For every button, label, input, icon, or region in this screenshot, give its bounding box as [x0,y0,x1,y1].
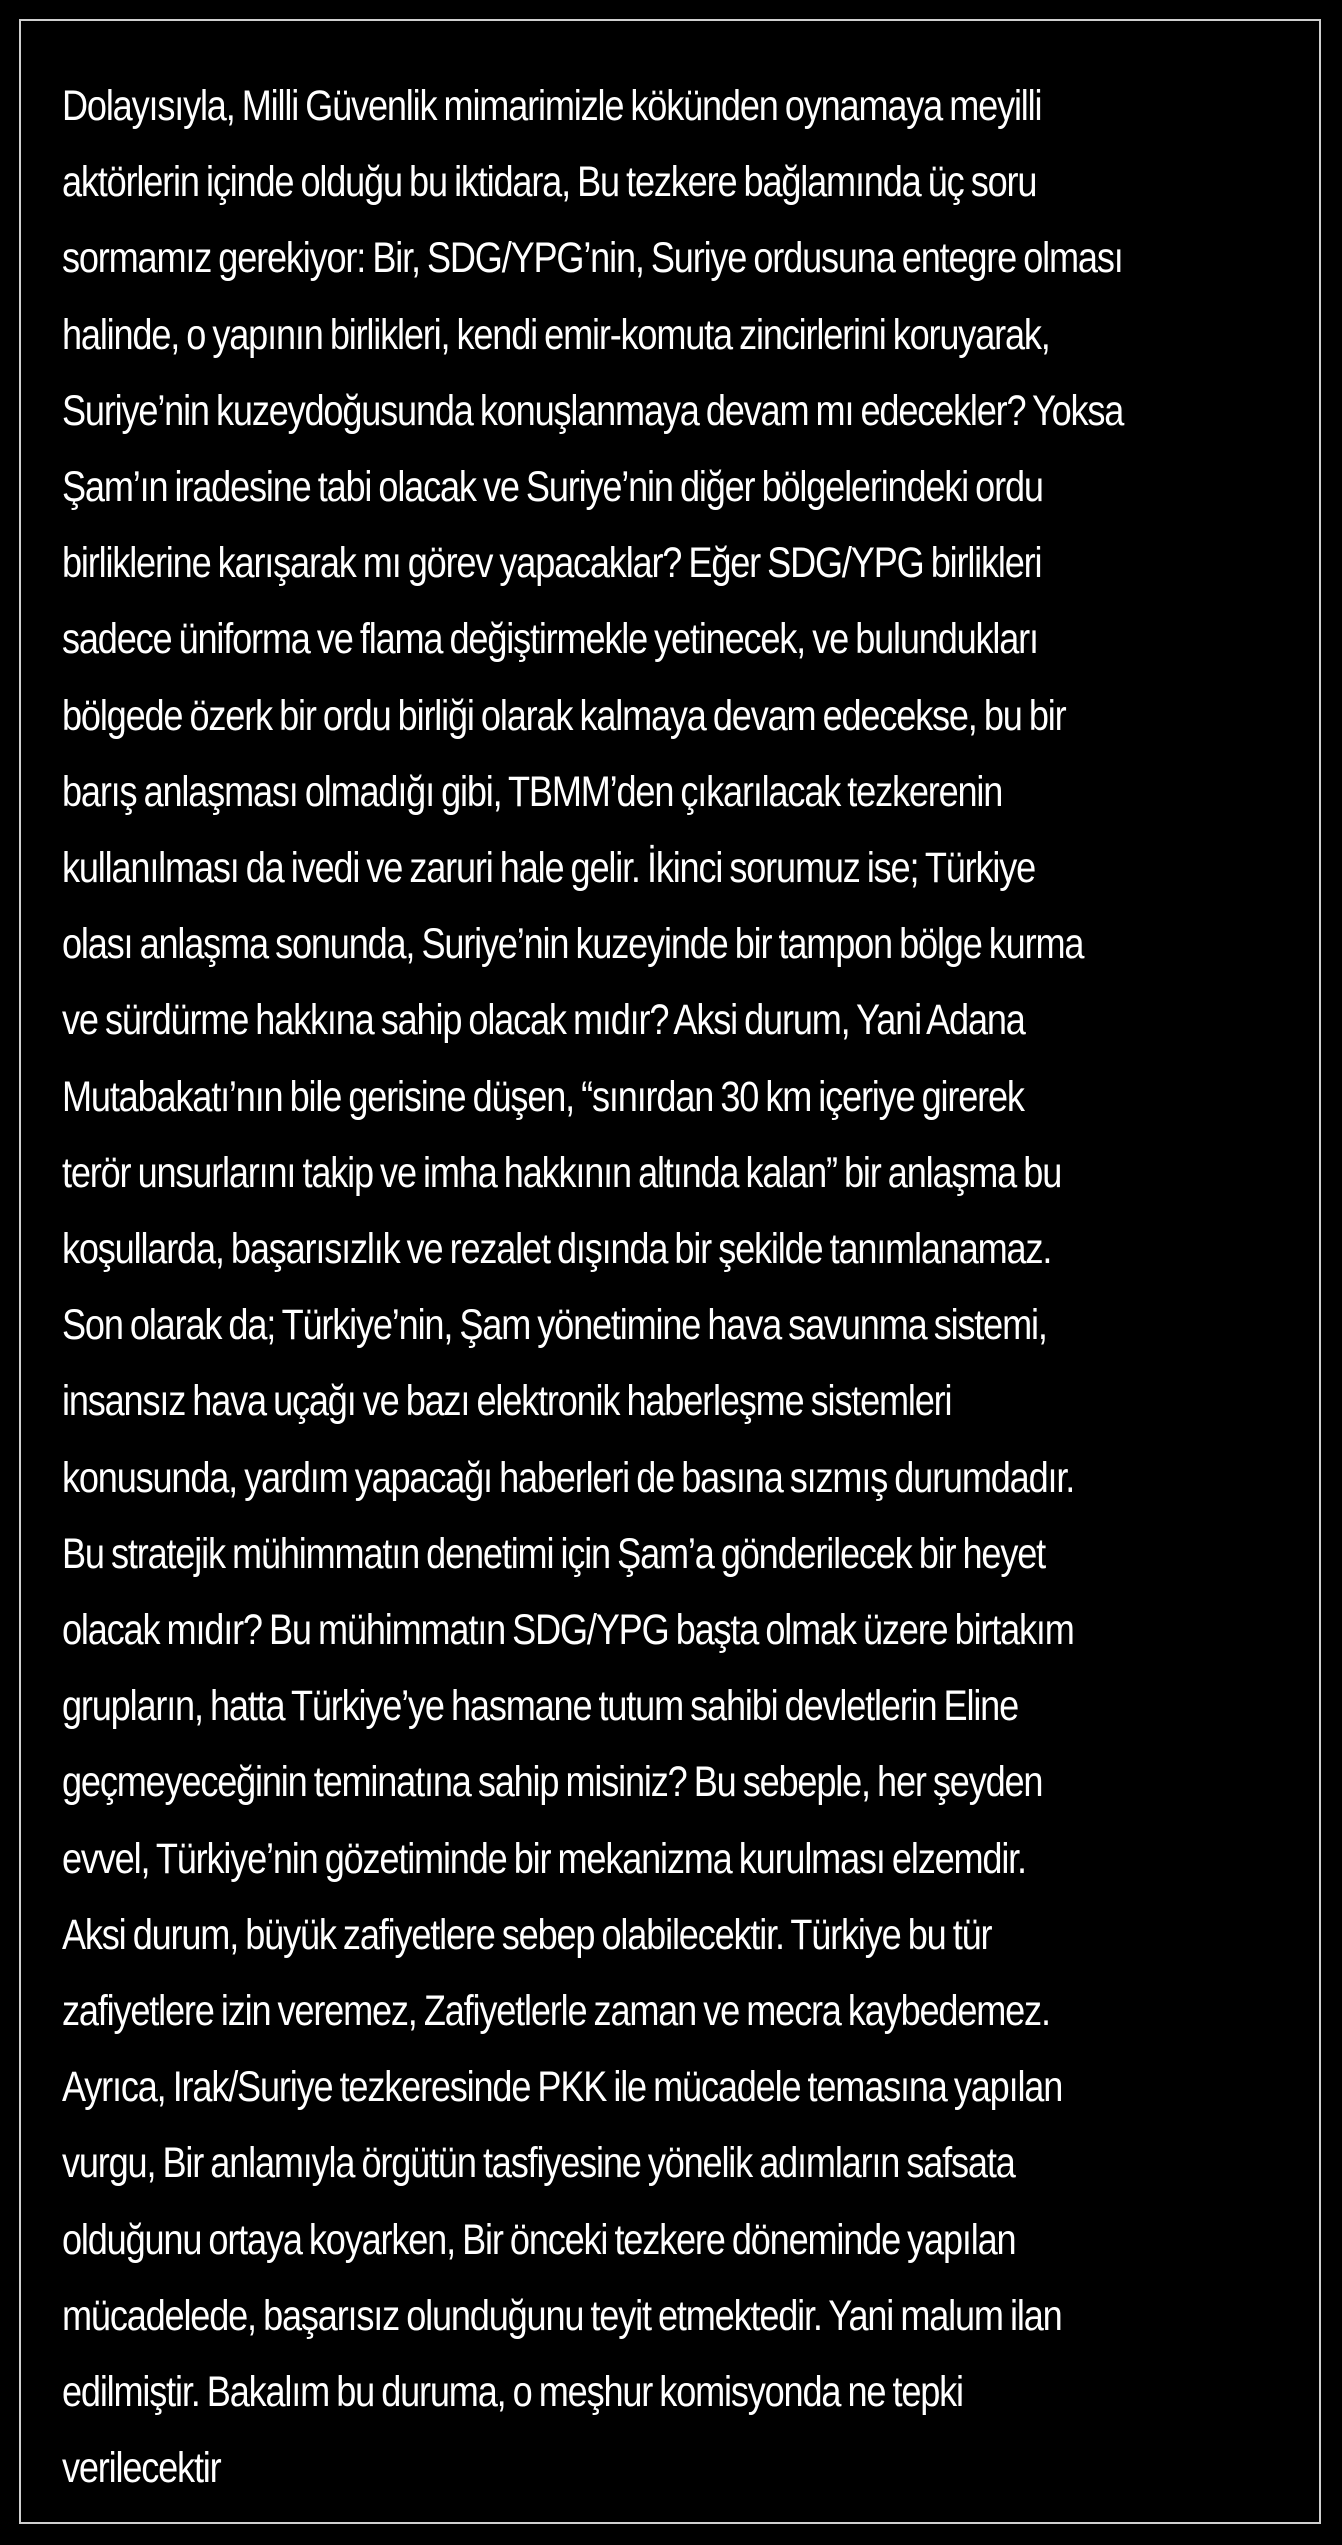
text-line: geçmeyeceğinin teminatına sahip misiniz? Bu sebeple, her şeyden [62,1758,1043,1807]
text-line: birliklerine karışarak mı görev yapacaklar? Eğer SDG/YPG birlikleri [62,539,1042,588]
text-line: ve sürdürme hakkına sahip olacak mıdır? Aksi durum, Yani Adana [62,996,1025,1045]
text-line: sormamız gerekiyor: Bir, SDG/YPG’nin, Suriye ordusuna entegre olması [62,234,1123,283]
text-line: Ayrıca, Irak/Suriye tezkeresinde PKK ile mücadele temasına yapılan [62,2063,1063,2112]
text-line: terör unsurlarını takip ve imha hakkının altında kalan” bir anlaşma bu [62,1148,1062,1197]
text-line: olacak mıdır? Bu mühimmatın SDG/YPG başta olmak üzere birtakım [62,1606,1074,1655]
text-line: verilecektir [62,2444,221,2493]
text-line: zafiyetlere izin veremez, Zafiyetlerle zaman ve mecra kaybedemez. [62,1987,1050,2036]
text-line: mücadelede, başarısız olunduğunu teyit etmektedir. Yani malum ilan [62,2291,1062,2340]
text-line: konusunda, yardım yapacağı haberleri de basına sızmış durumdadır. [62,1453,1075,1502]
text-line: kullanılması da ivedi ve zaruri hale gelir. İkinci sorumuz ise; Türkiye [62,844,1036,893]
text-line: Aksi durum, büyük zafiyetlere sebep olabilecektir. Türkiye bu tür [62,1910,992,1959]
statement-paragraph [62,68,1124,2507]
text-line: Dolayısıyla, Milli Güvenlik mimarimizle kökünden oynamaya meyilli [62,82,1042,130]
text-line: sadece üniforma ve flama değiştirmekle yetinecek, ve bulundukları [62,615,1038,664]
text-line: vurgu, Bir anlamıyla örgütün tasfiyesine yönelik adımların safsata [62,2139,1015,2188]
text-line: Şam’ın iradesine tabi olacak ve Suriye’nin diğer bölgelerindeki ordu [62,463,1043,512]
text-line: evvel, Türkiye’nin gözetiminde bir mekanizma kurulması elzemdir. [62,1834,1026,1883]
text-line: koşullarda, başarısızlık ve rezalet dışında bir şekilde tanımlanamaz. [62,1225,1052,1274]
text-line: Mutabakatı’nın bile gerisine düşen, “sınırdan 30 km içeriye girerek [62,1072,1024,1121]
text-line: bölgede özerk bir ordu birliği olarak kalmaya devam edecekse, bu bir [62,691,1066,740]
text-line: insansız hava uçağı ve bazı elektronik haberleşme sistemleri [62,1377,952,1426]
text-line: Bu stratejik mühimmatın denetimi için Şam’a gönderilecek bir heyet [62,1529,1045,1578]
text-line: Suriye’nin kuzeydoğusunda konuşlanmaya devam mı edecekler? Yoksa [62,386,1124,435]
text-line: grupların, hatta Türkiye’ye hasmane tutum sahibi devletlerin Eline [62,1682,1018,1731]
text-line: barış anlaşması olmadığı gibi, TBMM’den çıkarılacak tezkerenin [62,767,1003,816]
text-line: halinde, o yapının birlikleri, kendi emir-komuta zincirlerini koruyarak, [62,310,1050,359]
text-line: aktörlerin içinde olduğu bu iktidara, Bu tezkere bağlamında üç soru [62,158,1037,207]
text-line: edilmiştir. Bakalım bu duruma, o meşhur komisyonda ne tepki [62,2368,963,2417]
text-line: olası anlaşma sonunda, Suriye’nin kuzeyinde bir tampon bölge kurma [62,920,1084,969]
text-line: olduğunu ortaya koyarken, Bir önceki tezkere döneminde yapılan [62,2215,1016,2264]
text-line: Son olarak da; Türkiye’nin, Şam yönetimine hava savunma sistemi, [62,1301,1047,1350]
